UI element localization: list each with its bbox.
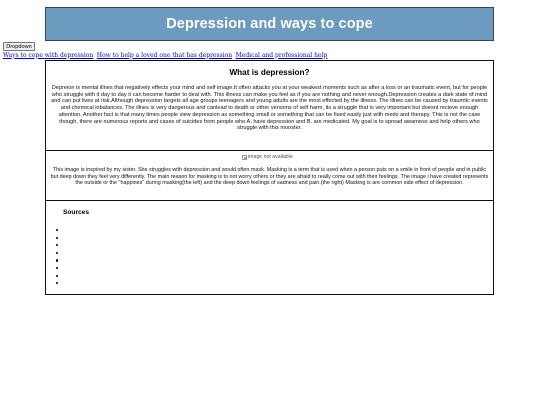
sources-section <box>46 202 493 294</box>
nav-link-help-loved-one[interactable]: How to help a loved one that has depression <box>96 51 233 59</box>
nav-link-ways-to-cope[interactable]: Ways to cope with depression <box>3 51 94 59</box>
source-list-item <box>56 227 64 235</box>
source-list-item <box>56 273 64 281</box>
section-heading: What is depression? <box>229 68 310 77</box>
broken-image-icon <box>242 155 247 160</box>
dropdown-button[interactable]: Dropdown <box>3 42 35 51</box>
source-list-item <box>56 280 64 288</box>
source-list-item <box>56 265 64 273</box>
image-description-text: This image is inspired by my sister. She struggles with depression and would often mask. Masking is a term that is used when a person puts on a smile in front of people and in public but deep down they feel very differently. The main reason for masking is to not worry others or they are afraid to really come out with their feelings. The image i have created represents the outside or the "happines" during masking(the left) and the deep down feelings of sadness and pain.(the right) Masking is are common side effect of depression. <box>50 167 489 186</box>
broken-image <box>242 154 293 161</box>
image-alt-text: image not available <box>248 153 293 160</box>
source-list-item <box>56 235 64 243</box>
section-body-text: Depreion is mental illnes that negatively effects your mind and self image.It often attacks you at your weakest moments such as after a loss or an traumatic event, but for people who struggle with it day to day it can become harder to deal with. This illness can make you feel as if you are nothing and never enough.Depression creates a dark state of mind and can put lives at risk.Although depression targets all age groups teenagers and young adults are the most effected by the illness. The illnes can be caused by traumtic events and chemical inbalances. The illnes is very dangerous and canlead to death or other versions of self harm, its a struggle that is very important but doesnt recieve enough attention. Another fact is that many times people view depression as something small or something that can be fixed easily just with meds and therapy. This is not the case though, there are numerous reports and cases of suicides from people who A. have depression and B. are medicated. My goal is to spread awarness and help others who struggle with this monster. <box>51 85 488 132</box>
main-content <box>45 60 494 295</box>
page-title: Depression and ways to cope <box>166 16 373 32</box>
what-is-depression-section <box>46 61 493 151</box>
nav-link-medical-help[interactable]: Medical and professional help <box>235 51 328 59</box>
nav-links <box>3 52 329 60</box>
page-header <box>45 7 494 41</box>
image-section <box>46 153 493 201</box>
source-list-item <box>56 257 64 265</box>
source-list-item <box>56 242 64 250</box>
sources-heading: Sources <box>63 209 90 216</box>
source-list-item <box>56 250 64 258</box>
sources-list <box>56 227 64 288</box>
